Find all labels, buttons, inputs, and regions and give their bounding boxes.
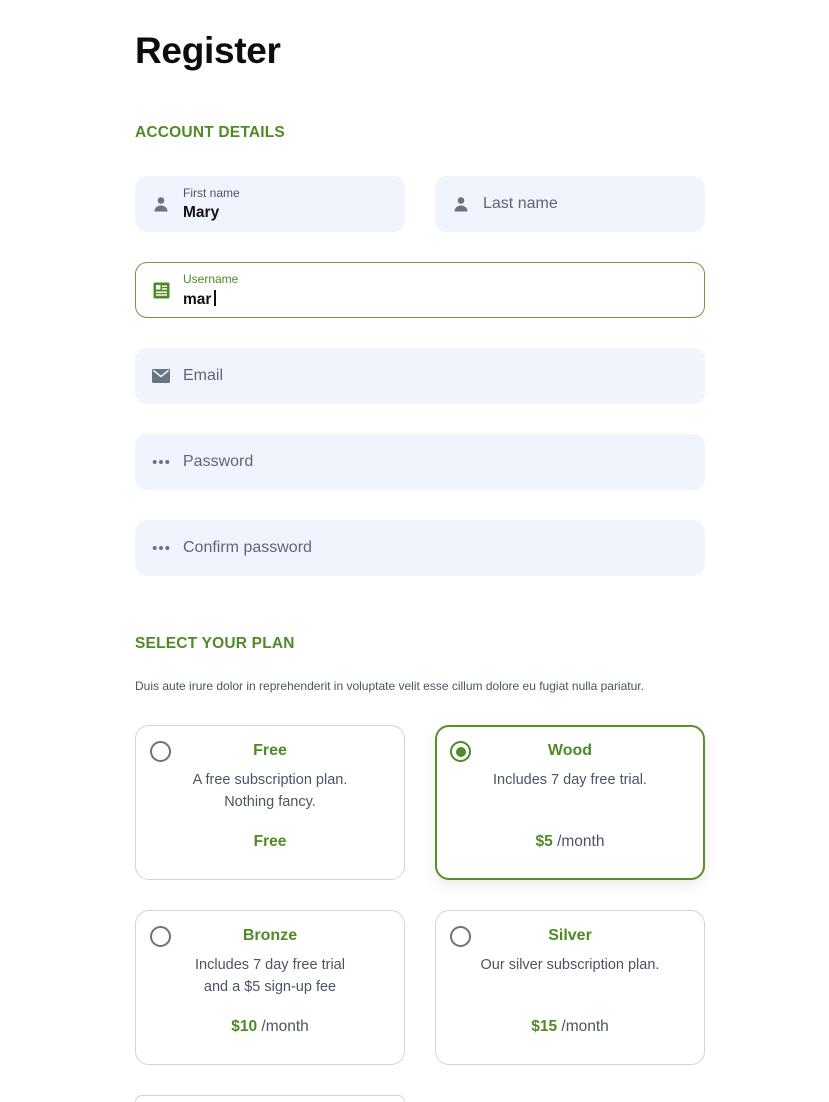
plan-section-description: Duis aute irure dolor in reprehenderit in voluptate velit esse cillum dolore eu fugiat nulla pariatur. bbox=[135, 679, 644, 693]
plan-description: Includes 7 day free trial. bbox=[493, 772, 647, 788]
account-section-title: ACCOUNT DETAILS bbox=[135, 124, 285, 141]
plan-price: $10 /month bbox=[231, 1018, 309, 1035]
dots-icon bbox=[152, 453, 170, 471]
dots-icon bbox=[152, 539, 170, 557]
password-placeholder: Password bbox=[183, 453, 254, 470]
plan-description: A free subscription plan. Nothing fancy. bbox=[192, 772, 348, 810]
plan-name: Bronze bbox=[242, 927, 298, 944]
last-name-field[interactable] bbox=[435, 176, 705, 232]
id-card-icon bbox=[152, 281, 170, 299]
plan-price: Free bbox=[253, 833, 287, 850]
username-value-wrap bbox=[183, 290, 216, 309]
username-field[interactable] bbox=[135, 262, 705, 318]
plan-section-title: SELECT YOUR PLAN bbox=[135, 635, 295, 652]
plan-card-partial[interactable] bbox=[135, 1095, 405, 1102]
plan-description: Our silver subscription plan. bbox=[480, 957, 660, 973]
envelope-icon bbox=[152, 367, 170, 385]
plan-name: Free bbox=[253, 742, 287, 759]
first-name-value: Mary bbox=[183, 204, 220, 221]
plan-card-wood[interactable] bbox=[435, 725, 705, 880]
confirm-password-placeholder: Confirm password bbox=[183, 539, 312, 556]
page-title: Register bbox=[135, 30, 281, 71]
first-name-field[interactable] bbox=[135, 176, 405, 232]
plan-name: Silver bbox=[548, 927, 592, 944]
text-caret bbox=[214, 290, 216, 306]
user-icon bbox=[152, 195, 170, 213]
first-name-label: First name bbox=[183, 186, 240, 200]
user-icon bbox=[452, 195, 470, 213]
confirm-password-field[interactable] bbox=[135, 520, 705, 576]
email-placeholder: Email bbox=[183, 367, 224, 384]
plan-card-free[interactable] bbox=[135, 725, 405, 880]
plan-card-silver[interactable] bbox=[435, 910, 705, 1065]
plan-price: $5 /month bbox=[535, 833, 605, 850]
plan-name: Wood bbox=[547, 742, 593, 759]
username-label: Username bbox=[183, 272, 239, 286]
password-field[interactable] bbox=[135, 434, 705, 490]
username-value: mar bbox=[183, 291, 212, 308]
plan-card-bronze[interactable] bbox=[135, 910, 405, 1065]
plan-price: $15 /month bbox=[531, 1018, 609, 1035]
plan-description: Includes 7 day free trial and a $5 sign-up fee bbox=[195, 957, 345, 995]
email-field[interactable] bbox=[135, 348, 705, 404]
last-name-placeholder: Last name bbox=[483, 195, 558, 212]
